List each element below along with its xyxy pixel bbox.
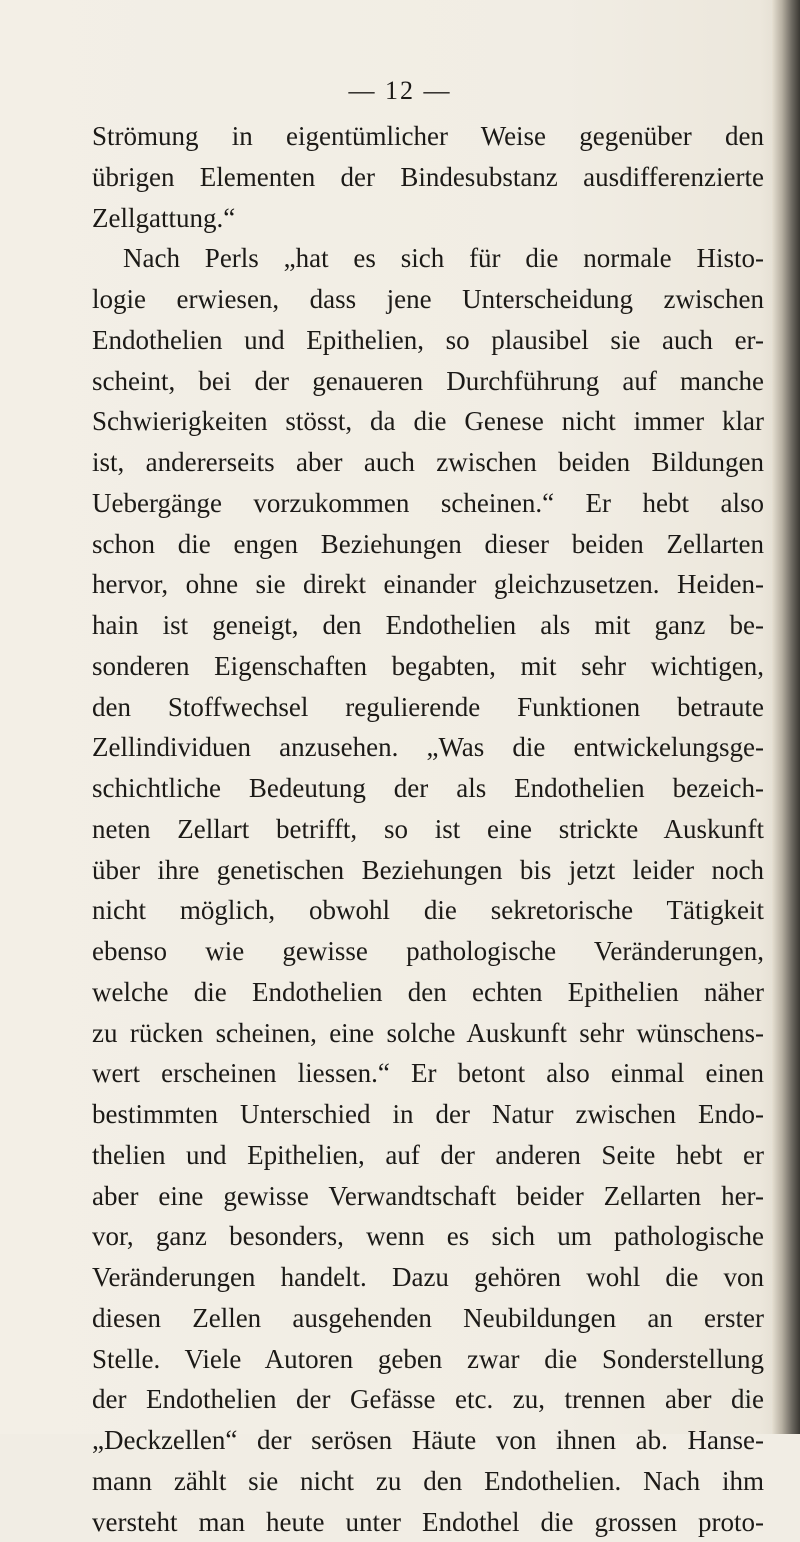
text-line: ist, andererseits aber auch zwischen beiden Bildungen <box>92 442 764 483</box>
text-line: übrigen Elementen der Bindesubstanz ausdifferenzierte <box>92 157 764 198</box>
text-line: Strömung in eigentümlicher Weise gegenüber den <box>92 116 764 157</box>
text-line: Stelle. Viele Autoren geben zwar die Sonderstellung <box>92 1339 764 1380</box>
text-line: ebenso wie gewisse pathologische Veränderungen, <box>92 931 764 972</box>
text-line: aber eine gewisse Verwandtschaft beider Zellarten her- <box>92 1176 764 1217</box>
text-line: Uebergänge vorzukommen scheinen.“ Er hebt also <box>92 483 764 524</box>
text-line: welche die Endothelien den echten Epithelien näher <box>92 972 764 1013</box>
text-line: scheint, bei der genaueren Durchführung auf manche <box>92 361 764 402</box>
body-text <box>92 116 764 1542</box>
text-line: bestimmten Unterschied in der Natur zwischen Endo- <box>92 1094 764 1135</box>
text-line: den Stoffwechsel regulierende Funktionen betraute <box>92 687 764 728</box>
text-line: hervor, ohne sie direkt einander gleichzusetzen. Heiden- <box>92 564 764 605</box>
text-line: über ihre genetischen Beziehungen bis jetzt leider noch <box>92 850 764 891</box>
text-line: schichtliche Bedeutung der als Endothelien bezeich- <box>92 768 764 809</box>
text-line: der Endothelien der Gefässe etc. zu, trennen aber die <box>92 1379 764 1420</box>
text-line: sonderen Eigenschaften begabten, mit sehr wichtigen, <box>92 646 764 687</box>
text-line: vor, ganz besonders, wenn es sich um pathologische <box>92 1216 764 1257</box>
text-line: Nach Perls „hat es sich für die normale Histo- <box>92 238 764 279</box>
text-line: wert erscheinen liessen.“ Er betont also einmal einen <box>92 1053 764 1094</box>
text-line: Zellgattung.“ <box>92 198 764 239</box>
text-line: Endothelien und Epithelien, so plausibel sie auch er- <box>92 320 764 361</box>
text-line: Veränderungen handelt. Dazu gehören wohl die von <box>92 1257 764 1298</box>
text-line: nicht möglich, obwohl die sekretorische Tätigkeit <box>92 890 764 931</box>
text-line: Zellindividuen anzusehen. „Was die entwickelungsge- <box>92 727 764 768</box>
text-line: neten Zellart betrifft, so ist eine strickte Auskunft <box>92 809 764 850</box>
text-line: mann zählt sie nicht zu den Endothelien. Nach ihm <box>92 1461 764 1502</box>
text-line: schon die engen Beziehungen dieser beiden Zellarten <box>92 524 764 565</box>
text-line: zu rücken scheinen, eine solche Auskunft sehr wünschens- <box>92 1013 764 1054</box>
page-number: — 12 — <box>0 76 800 106</box>
text-line: versteht man heute unter Endothel die grossen proto- <box>92 1502 764 1542</box>
text-line: „Deckzellen“ der serösen Häute von ihnen ab. Hanse- <box>92 1420 764 1461</box>
text-line: thelien und Epithelien, auf der anderen Seite hebt er <box>92 1135 764 1176</box>
text-line: logie erwiesen, dass jene Unterscheidung zwischen <box>92 279 764 320</box>
text-line: hain ist geneigt, den Endothelien als mit ganz be- <box>92 605 764 646</box>
book-binding-edge <box>772 0 800 1434</box>
text-line: Schwierigkeiten stösst, da die Genese nicht immer klar <box>92 401 764 442</box>
text-line: diesen Zellen ausgehenden Neubildungen an erster <box>92 1298 764 1339</box>
